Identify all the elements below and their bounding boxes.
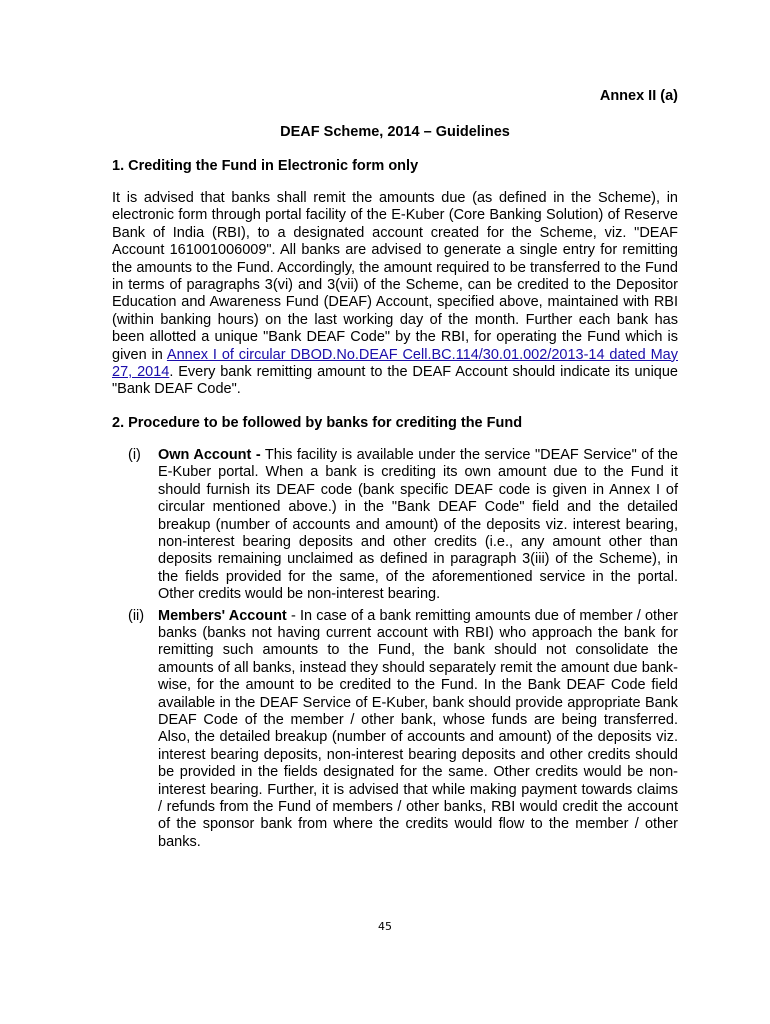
list-item-members-account <box>112 608 678 852</box>
list-item-title: Own Account - <box>158 446 261 463</box>
list-item-title: Members' Account <box>158 607 287 624</box>
procedure-list <box>112 447 678 851</box>
document-title: DEAF Scheme, 2014 – Guidelines <box>280 124 510 140</box>
section-1-heading: 1. Crediting the Fund in Electronic form only <box>112 158 419 174</box>
section-1-paragraph <box>112 190 678 399</box>
circular-annex-link[interactable]: Annex I of circular DBOD.No.DEAF Cell.BC.114/30.01.002/2013-14 dated May 27, 2014 <box>112 346 678 381</box>
list-item-body <box>158 447 678 604</box>
section-1-text-before-link: It is advised that banks shall remit the amounts due (as defined in the Scheme), in electronic form through portal facility of the E-Kuber (Core Banking Solution) of Reserve Bank of India (RBI), to a designated account created for the Scheme, viz. "DEAF Account 161001006009". All banks are advised to generate a single entry for remitting the amounts to the Fund. Accordingly, the amount required to be transferred to the Fund in terms of paragraphs 3(vi) and 3(vii) of the Scheme, can be credited to the Depositor Education and Awareness Fund (DEAF) Account, specified above, maintained with RBI (within banking hours) on the last working day of the month. Further each bank has been allotted a unique "Bank DEAF Code" by the RBI, for operating the Fund which is given in <box>112 190 678 363</box>
list-item-text: - In case of a bank remitting amounts due of member / other banks (banks not having current account with RBI) who approach the bank for remitting such amounts to the Fund, the bank should not consolidate the amounts of all banks, instead they should separately remit the amount due bank-wise, for the amount to be credited to the Fund. In the Bank DEAF Code field available in the DEAF Service of E-Kuber, bank should provide appropriate Bank DEAF Code of the member / other bank, whose funds are being transferred. Also, the detailed breakup (number of accounts and amount) of the deposits viz. interest bearing deposits, non-interest bearing deposits and other credits should be provided in the fields designated for the same. Other credits would be non-interest bearing. Further, it is advised that while making payment towards claims / refunds from the Fund of members / other banks, RBI would credit the account of the sponsor bank from where the credits would flow to the member / other banks. <box>158 607 679 850</box>
list-marker: (ii) <box>128 607 145 624</box>
page-number: 45 <box>378 920 392 933</box>
section-1-text-after-link: . Every bank remitting amount to the DEAF Account should indicate its unique "Bank DEAF Code". <box>112 364 678 398</box>
section-2-heading: 2. Procedure to be followed by banks for crediting the Fund <box>112 414 523 431</box>
list-marker: (i) <box>128 446 141 463</box>
list-item-body <box>158 608 678 852</box>
list-item-text: This facility is available under the service "DEAF Service" of the E-Kuber portal. When a bank is crediting its own amount due to the Fund it should furnish its DEAF code (bank specific DEAF code is given in Annex I of circular mentioned above.) in the "Bank DEAF Code" field and the detailed breakup (number of accounts and amount) of the deposits viz. interest bearing, non-interest bearing deposits and other credits (i.e., any amount other than deposits remaining unclaimed as defined in paragraph 3(iii) of the Scheme), in the fields provided for the same, of the aforementioned service in the portal. Other credits would be non-interest bearing. <box>158 446 678 603</box>
annex-label: Annex II (a) <box>599 88 678 104</box>
list-item-own-account <box>112 447 678 604</box>
document-page <box>112 86 678 855</box>
